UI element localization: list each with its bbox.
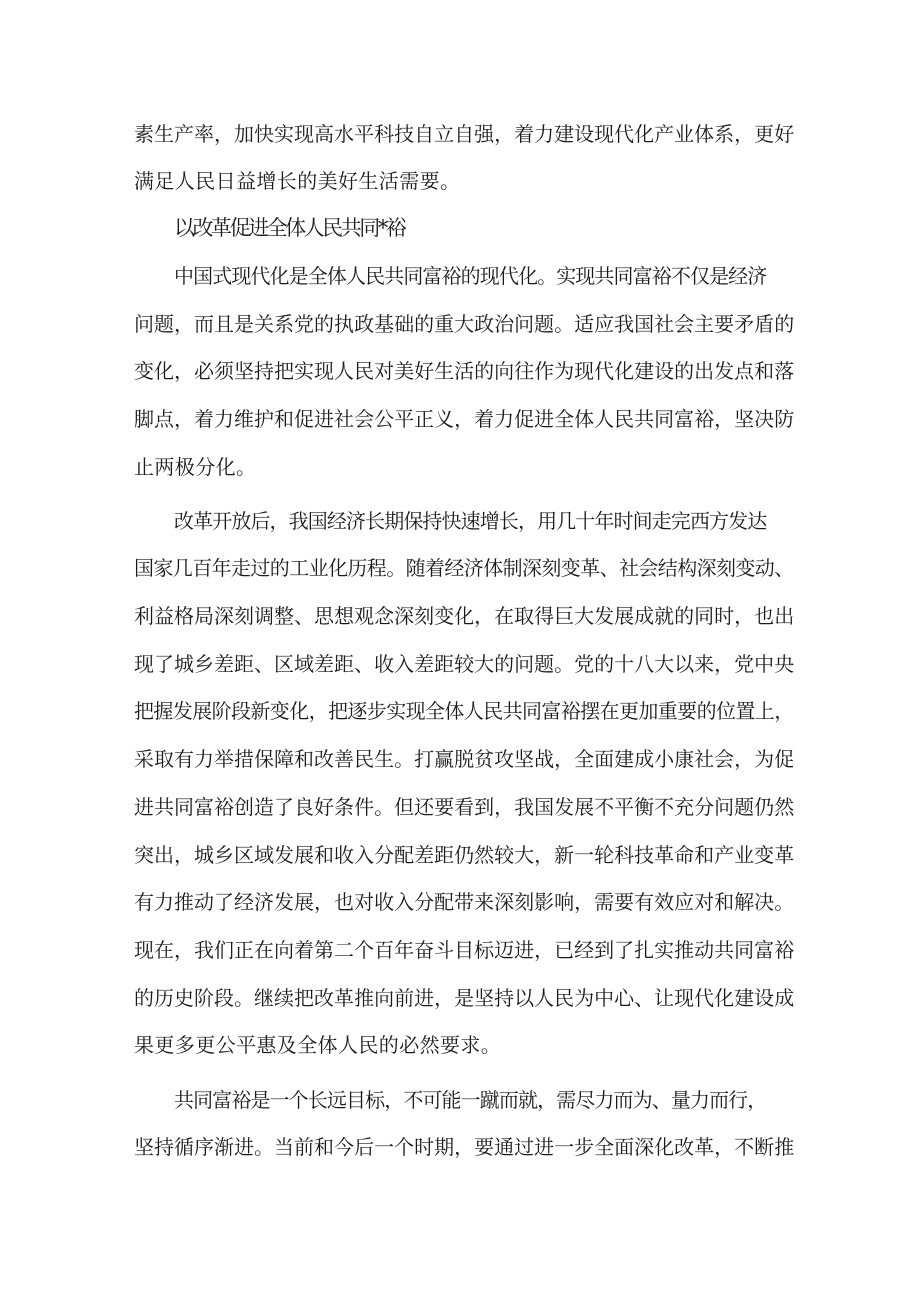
section-heading: 以改革促进全体人民共同*裕	[174, 216, 405, 240]
text-line: 脚点，着力维护和促进社会公平正义，着力促进全体人民共同富裕，坚决防	[134, 407, 795, 431]
text-line: 有力推动了经济发展，也对收入分配带来深刻影响，需要有效应对和解决。	[134, 890, 795, 914]
text-line: 突出，城乡区域发展和收入分配差距仍然较大，新一轮科技革命和产业变革	[134, 843, 795, 867]
text-line: 坚持循序渐进。当前和今后一个时期，要通过进一步全面深化改革，不断推	[134, 1135, 795, 1159]
text-line: 中国式现代化是全体人民共同富裕的现代化。实现共同富裕不仅是经济	[174, 264, 767, 288]
text-line: 的历史阶段。继续把改革推向前进，是坚持以人民为中心、让现代化建设成	[134, 986, 795, 1010]
text-line: 进共同富裕创造了良好条件。但还要看到，我国发展不平衡不充分问题仍然	[134, 795, 795, 819]
text-line: 改革开放后，我国经济长期保持快速增长，用几十年时间走完西方发达	[174, 509, 767, 533]
text-line: 现在，我们正在向着第二个百年奋斗目标迈进，已经到了扎实推动共同富裕	[134, 938, 795, 962]
text-line: 国家几百年走过的工业化历程。随着经济体制深刻变革、社会结构深刻变动、	[134, 556, 794, 580]
text-line: 采取有力举措保障和改善民生。打赢脱贫攻坚战，全面建成小康社会，为促	[134, 747, 795, 771]
text-line: 把握发展阶段新变化，把逐步实现全体人民共同富裕摆在更加重要的位置上，	[134, 699, 794, 723]
text-line: 变化，必须坚持把实现人民对美好生活的向往作为现代化建设的出发点和落	[134, 359, 795, 383]
text-line: 止两极分化。	[134, 455, 257, 479]
text-line: 满足人民日益增长的美好生活需要。	[134, 169, 461, 193]
text-line: 问题，而且是关系党的执政基础的重大政治问题。适应我国社会主要矛盾的	[134, 312, 795, 336]
text-line: 素生产率，加快实现高水平科技自立自强，着力建设现代化产业体系，更好	[134, 122, 795, 146]
text-line: 利益格局深刻调整、思想观念深刻变化，在取得巨大发展成就的同时，也出	[134, 604, 795, 628]
text-line: 果更多更公平惠及全体人民的必然要求。	[134, 1033, 502, 1057]
text-line: 共同富裕是一个长远目标，不可能一蹴而就，需尽力而为、量力而行，	[174, 1088, 767, 1112]
text-line: 现了城乡差距、区域差距、收入差距较大的问题。党的十八大以来，党中央	[134, 652, 795, 676]
